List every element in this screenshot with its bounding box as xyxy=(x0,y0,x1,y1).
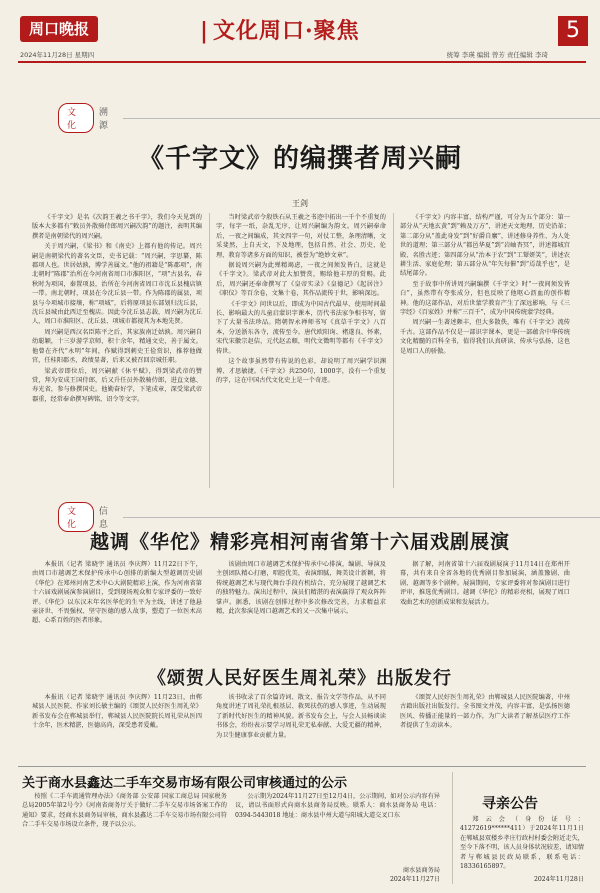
paragraph: 公示期为2024年11月27日至12月4日，公示期间，如对公示内容有异议，请以书面形式向商水县商务局反映。联系人：商水县商务局 电话：0394-5443018 地址：商水县中州大道与阳城大道交叉口东 xyxy=(235,793,440,819)
paragraph: 本报讯（记者 梁晓宇 通讯员 李庆辉）11月23日，由郸城县人民医院、作家刘长敏主编的《颂贺人民好医生周礼荣》新书发布会在郸城县举行，郸城县人民医院院长周礼荣从医四十余年，医术精湛，医德高尚，深受患者爱戴。 xyxy=(32,694,202,730)
paragraph: 关于周兴嗣，《梁书》和《南史》上都有他的传记。周兴嗣是南朝梁代的著名文臣，史书记载：“周兴嗣，字思纂，陈郡项人也。世居姑孰，博学善属文。”他的祖籍是“陈郡项”，南北朝时“陈郡”治所在今河南省周口市淮阳区，“项”古县名，春秋时为项国，秦置项县，治所在今河南省周口市沈丘县槐店镇一带。南北朝时，项县在今沈丘县一带。作为陈郡的属县，项县与今项城市接壤，称“项城”，后将原项县东部划归沈丘县，沈丘县城由此西迁至槐店。因此今沈丘县志载，周兴嗣为沈丘人，周口市淮阳区、沈丘县、项城市都视其为本地先贤。 xyxy=(32,243,202,326)
paragraph: 按照《二手车流通管理办法》《商务部 公安部 国家工商总局 国家税务总局2005年第2号令》《河南省商务厅关于做好二手车交易市场备案工作的通知》要求，经商水县商务局审核，商水县鑫达二手车交易市场有限公司符合二手车交易市场设立条件，现予以公示。 xyxy=(22,793,227,829)
article1-headline: 《千字文》的编撰者周兴嗣 xyxy=(137,144,462,174)
article1-column-1 xyxy=(32,213,202,488)
article2-column-1 xyxy=(32,560,202,654)
article1-column-2 xyxy=(216,213,386,488)
page-header xyxy=(0,0,600,62)
article3-column-1 xyxy=(32,693,202,759)
article1-byline: 王剑 xyxy=(292,199,308,208)
paragraph: 《颂贺人民好医生周礼荣》由郸城县人民医院编著，中州古籍出版社出版发行。全书图文并茂，内容丰富，是弘扬医德医风、传播正能量的一部力作，为广大读者了解基层医疗工作者提供了生动读本。 xyxy=(400,694,570,730)
tag-sub: 信息 xyxy=(98,507,108,530)
newspaper-logo: 周口晚报 xyxy=(20,16,98,42)
editor-credits: 统筹 李瑛 编辑 曾芳 责任编辑 李琦 xyxy=(446,51,548,59)
notice-headline: 关于商水县鑫达二手车交易市场有限公司审核通过的公示 xyxy=(22,776,348,791)
column-divider xyxy=(209,213,210,488)
article2-column-2 xyxy=(216,560,386,654)
paragraph: 至于故事中所讲周兴嗣编撰《千字文》时“一夜间须发皆白”，虽然带有夸张成分，但也反映了他呕心沥血的创作精神。他的这部作品，对后世蒙学教育产生了深远影响，与《三字经》《百家姓》并称“三百千”，成为中国传统蒙学经典。 xyxy=(400,280,570,317)
article2-headline: 越调《华佗》精彩亮相河南省第十六届戏剧展演 xyxy=(89,531,510,553)
issue-date: 2024年11月28日 星期四 xyxy=(20,51,95,59)
article3-headline: 《颂贺人民好医生周礼荣》出版发行 xyxy=(148,668,452,689)
seek-date: 2024年11月28日 xyxy=(533,876,584,883)
tag-pill: 文化 xyxy=(58,103,94,133)
paragraph: 《千字文》是名《次韵王羲之书千字》，我们今天见到的版本大多都有“敕员外散骑侍郎周兴嗣次韵”的题注，表明其编撰者是南朝梁代的周兴嗣。 xyxy=(32,214,202,240)
paragraph: 本报讯（记者 梁晓宇 通讯员 李庆辉）11月22日下午，由周口市越调艺术保护传承中心创排的新编大型越调历史剧《华佗》在郑州河南艺术中心大剧院精彩上演，作为河南省第十六届戏剧展演参演剧目，受到现场观众和专家评委的一致好评。《华佗》以东汉末年名医华佗的生平为主线，讲述了他悬壶济世、不畏强权、坚守医德的感人故事，塑造了一位医术高超、心系百姓的医者形象。 xyxy=(32,561,202,625)
article3-column-2 xyxy=(216,693,386,759)
paragraph: 《千字文》问世以后，即成为中国古代最早、使用时间最长、影响最大的儿童启蒙识字课本，历代书法家争相书写，留下了大量书法珍品。隋朝智永禅师书写《真草千字文》八百本，分送浙东各寺，流传至今。唐代欧阳询、褚遂良、怀素，宋代宋徽宗赵佶，元代赵孟頫，明代文徵明等都有《千字文》传世。 xyxy=(216,300,386,355)
paragraph: 郑云会（身份证号：41272619******411）于2024年11月1日在郸城县双楼乡孝庄行政村村委会附近走失，至今下落不明，该人员身体状况较差，请知情者与郸城县民政局联系，联系电话：18336165897。 xyxy=(460,816,584,871)
paragraph: 该剧由周口市越调艺术保护传承中心排演，编剧、导演及主创团队精心打磨，唱腔优美，表演细腻，舞美设计新颖，将传统越调艺术与现代舞台手段有机结合，充分展现了越调艺术的独特魅力。演出过程中，演员们精湛的表演赢得了观众阵阵掌声。据悉，该剧在创排过程中多次修改完善，力求精益求精，此次参演是周口越调艺术的又一次集中展示。 xyxy=(216,561,386,616)
article3-column-3 xyxy=(400,693,570,759)
paragraph: 据了解，河南省第十六届戏剧展演于11月14日在郑州开幕，共有来自全省各地的优秀剧目参加展演，涵盖豫剧、曲剧、越调等多个剧种。展演期间，专家评委将对参演剧目进行评审，推选优秀剧目。越调《华佗》的精彩亮相，展现了周口戏曲艺术的创新成果和发展活力。 xyxy=(400,561,570,606)
article1-tag xyxy=(58,103,600,133)
seek-headline: 寻亲公告 xyxy=(482,796,538,812)
page-number: 5 xyxy=(558,16,588,46)
paragraph: 当时梁武帝令殷铁石从王羲之书迹中拓出一千个不重复的字，每字一纸，杂乱无序，让周兴嗣编为韵文。周兴嗣奉命后，一夜之间编成，其文四字一句，对仗工整，条理清晰，文采斐然，上自天文，下及地理，包括自然、社会、历史、伦理、教育等诸多方面的知识，被誉为“绝妙文章”。 xyxy=(216,214,386,259)
tag-sub: 溯源 xyxy=(98,108,108,131)
paragraph: 周兴嗣是西汉名臣陈平之后，其家族南迁姑孰。周兴嗣自幼聪颖，十三岁游学京师，积十余年，精通文史，善于属文。他曾在齐代“永明”年间，作赋得到刺史王俭赏识，推荐他做官，任桂阳郡丞，政绩显著，后来又被召回京城任职。 xyxy=(32,328,202,365)
article1-column-3 xyxy=(400,213,570,488)
paragraph: 梁武帝即位后，周兴嗣献《休平赋》，得到梁武帝的赞赏，拜为安成王国侍郎，后又升任员外散骑侍郎，进直文德、寿光省，参与修撰国史。他勤奋好学，下笔成章，深受梁武帝器重，经常奉命撰写碑铭、诏令等文字。 xyxy=(32,367,202,403)
bottom-rule xyxy=(18,766,586,767)
section-title: | 文化周口·聚焦 xyxy=(200,18,360,44)
tag-rule xyxy=(123,517,600,518)
notice-org: 商水县商务局 xyxy=(402,867,440,874)
column-divider xyxy=(452,772,453,884)
paragraph: 这个故事虽然带有传说的色彩，却说明了周兴嗣学识渊博、才思敏捷。《千字文》共250句，1000字，没有一个重复的字，这在中国古代文化史上是一个奇迹。 xyxy=(216,358,386,384)
notice-column-2 xyxy=(235,792,440,862)
paragraph: 该书收录了百余篇诗词、散文、报告文学等作品，从不同角度讲述了周礼荣扎根基层、救死扶伤的感人事迹，生动展现了新时代好医生的精神风貌。新书发布会上，与会人员畅谈读书体会，纷纷表示要学习周礼荣无私奉献、大爱无疆的精神，为卫生健康事业贡献力量。 xyxy=(216,694,386,739)
paragraph: 周兴嗣一生著述颇丰，但大多散佚，唯有《千字文》流传千古。这部作品不仅是一部识字课本，更是一部蕴含中华传统文化精髓的百科全书，值得我们认真研读、传承与弘扬，这也是周口人的骄傲。 xyxy=(400,319,570,355)
tag-pill: 文化 xyxy=(58,502,94,532)
paragraph: 据说周兴嗣为此殚精竭虑，一夜之间须发皆白，这就是《千字文》。梁武帝对此大加赞赏，赐给他丰厚的赏赐。此后，周兴嗣还奉命撰写了《皇帝实录》《皇德记》《起居注》《职仪》等百余卷，文集十卷，其作品流传于世，影响深远。 xyxy=(216,262,386,298)
article2-column-3 xyxy=(400,560,570,654)
seek-body xyxy=(460,815,584,873)
header-rule xyxy=(18,61,586,63)
tag-rule xyxy=(123,118,600,119)
notice-column-1 xyxy=(22,792,227,882)
column-divider xyxy=(393,213,394,488)
notice-signature xyxy=(340,865,440,883)
paragraph: 《千字文》内容丰富，结构严谨，可分为五个部分：第一部分从“天地玄黄”到“赖及万方”，讲述天文地理、历史沿革；第二部分从“盖此身发”到“好爵自縻”，讲述修身养性、为人处世的道理；第三部分从“都邑华夏”到“岩岫杳冥”，讲述都城宫殿、名胜古迹；第四部分从“治本于农”到“工颦妍笑”，讲述农耕生活、家庭伦理；第五部分从“年矢每催”到“焉哉乎也”，是结尾部分。 xyxy=(400,214,570,278)
notice-date: 2024年11月27日 xyxy=(389,876,440,883)
